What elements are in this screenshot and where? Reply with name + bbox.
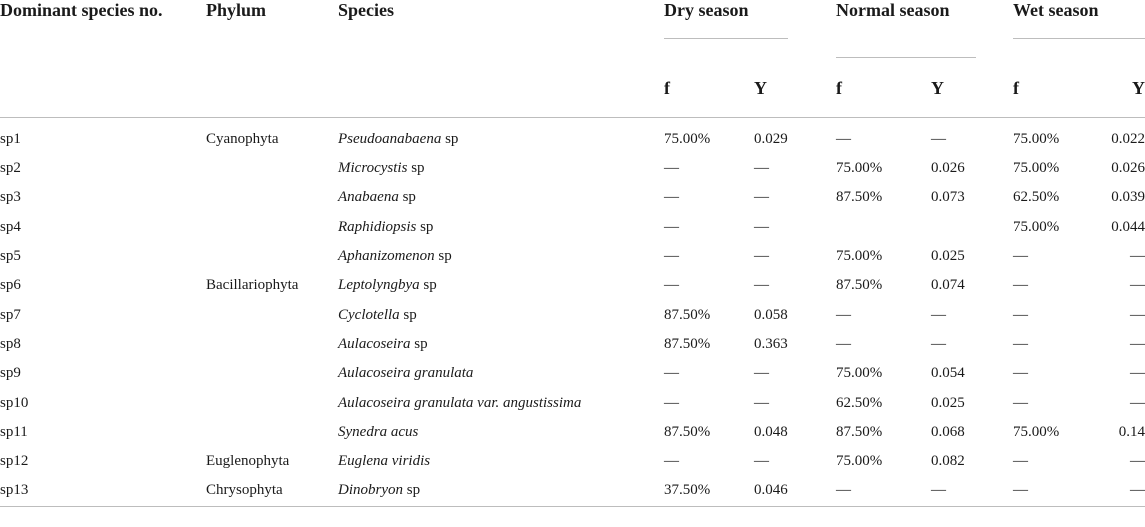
cell-phylum (206, 242, 338, 271)
cell-normal-f: — (836, 130, 851, 147)
cell-species-no: sp11 (0, 423, 28, 440)
table-row (0, 242, 1145, 271)
cell-dry-f: — (664, 365, 679, 382)
table-row (0, 154, 1145, 183)
species-genus: Euglena viridis (338, 453, 431, 470)
header-normal-y: Y (931, 78, 944, 98)
table-row (0, 118, 1145, 155)
cell-wet-y: — (1130, 482, 1145, 499)
cell-dry-f: — (664, 189, 679, 206)
header-phylum: Phylum (206, 0, 267, 20)
cell-wet-y: — (1130, 453, 1145, 470)
cell-species (338, 388, 664, 417)
cell-species (338, 330, 664, 359)
cell-wet-f: 62.50% (1013, 189, 1060, 206)
cell-wet-y: — (1130, 277, 1145, 294)
header-dry-f: f (664, 78, 670, 98)
cell-dry-f: — (664, 277, 679, 294)
cell-species (338, 476, 664, 506)
cell-wet-y: — (1130, 306, 1145, 323)
cell-wet-f: — (1013, 248, 1028, 265)
cell-phylum (206, 388, 338, 417)
cell-normal-y: 0.025 (931, 394, 965, 411)
cell-normal-y: — (931, 306, 946, 323)
cell-species-no: sp5 (0, 248, 21, 265)
cell-phylum: Euglenophyta (206, 453, 290, 470)
cell-normal-f: 87.50% (836, 189, 883, 206)
species-suffix: sp (416, 218, 434, 235)
header-row-primary (0, 0, 1145, 60)
header-wet-season: Wet season (1013, 0, 1145, 60)
header-spacer-1 (0, 60, 206, 118)
cell-dry-f: 87.50% (664, 306, 711, 323)
cell-species-no: sp10 (0, 394, 29, 411)
cell-wet-f: — (1013, 335, 1028, 352)
species-suffix: sp (398, 189, 416, 206)
table-row (0, 330, 1145, 359)
cell-species-no: sp9 (0, 365, 21, 382)
table-row (0, 388, 1145, 417)
cell-normal-f: 87.50% (836, 277, 883, 294)
cell-wet-f: — (1013, 482, 1028, 499)
cell-wet-y: — (1130, 365, 1145, 382)
cell-normal-f: — (836, 335, 851, 352)
cell-dry-f: — (664, 453, 679, 470)
cell-wet-y: — (1130, 335, 1145, 352)
cell-dry-y: 0.048 (754, 423, 788, 440)
cell-phylum (206, 359, 338, 388)
header-wet-y: Y (1132, 78, 1145, 98)
species-suffix: sp (410, 335, 428, 352)
header-normal-f: f (836, 78, 842, 98)
species-genus: Microcystis (338, 160, 408, 177)
species-genus: Raphidiopsis (338, 218, 417, 235)
header-spacer-3 (338, 60, 664, 118)
header-wet-f: f (1013, 78, 1019, 98)
cell-dry-y: — (754, 277, 769, 294)
cell-phylum (206, 300, 338, 329)
cell-dry-f: — (664, 394, 679, 411)
species-genus: Cyclotella (338, 306, 400, 323)
cell-normal-y: — (931, 130, 946, 147)
cell-species (338, 154, 664, 183)
cell-normal-f: — (836, 306, 851, 323)
cell-wet-f: 75.00% (1013, 423, 1060, 440)
cell-species (338, 447, 664, 476)
cell-species (338, 418, 664, 447)
cell-species (338, 118, 664, 155)
cell-dry-y: 0.058 (754, 306, 788, 323)
species-genus: Synedra acus (338, 423, 419, 440)
cell-normal-f: 75.00% (836, 453, 883, 470)
cell-species (338, 359, 664, 388)
header-spacer-2 (206, 60, 338, 118)
cell-phylum: Bacillariophyta (206, 277, 299, 294)
cell-dry-y: 0.046 (754, 482, 788, 499)
species-genus: Anabaena (338, 189, 399, 206)
cell-species (338, 300, 664, 329)
cell-species-no: sp12 (0, 453, 29, 470)
cell-species (338, 242, 664, 271)
cell-dry-f: — (664, 248, 679, 265)
cell-wet-y: 0.022 (1111, 130, 1145, 147)
species-genus: Leptolyngbya (338, 277, 420, 294)
cell-normal-f: 62.50% (836, 394, 883, 411)
cell-normal-f: 87.50% (836, 423, 883, 440)
cell-phylum: Chrysophyta (206, 482, 283, 499)
species-genus: Pseudoanabaena (338, 130, 442, 147)
species-genus: Aphanizomenon (338, 248, 435, 265)
cell-dry-y: — (754, 248, 769, 265)
cell-normal-y: 0.073 (931, 189, 965, 206)
cell-wet-f: — (1013, 277, 1028, 294)
cell-dry-f: 75.00% (664, 130, 711, 147)
species-suffix: sp (441, 130, 459, 147)
table-row (0, 418, 1145, 447)
header-dominant-species: Dominant species no. (0, 0, 163, 20)
header-dry-season: Dry season (664, 0, 836, 60)
cell-wet-y: 0.039 (1111, 189, 1145, 206)
table-row (0, 359, 1145, 388)
cell-wet-y: — (1130, 394, 1145, 411)
cell-normal-y (931, 213, 1013, 242)
cell-normal-y: 0.026 (931, 160, 965, 177)
cell-normal-f: 75.00% (836, 248, 883, 265)
cell-dry-y: — (754, 453, 769, 470)
cell-species-no: sp13 (0, 482, 29, 499)
cell-species-no: sp7 (0, 306, 21, 323)
species-genus: Aulacoseira (338, 335, 411, 352)
cell-species-no: sp2 (0, 160, 21, 177)
cell-phylum (206, 330, 338, 359)
table-row (0, 183, 1145, 212)
cell-species-no: sp1 (0, 130, 21, 147)
table-row (0, 476, 1145, 506)
cell-dry-f: 37.50% (664, 482, 711, 499)
cell-dry-y: — (754, 218, 769, 235)
species-suffix: sp (399, 306, 417, 323)
table-row (0, 271, 1145, 300)
species-genus: Aulacoseira granulata (338, 365, 474, 382)
cell-wet-y: 0.044 (1111, 218, 1145, 235)
cell-wet-y: — (1130, 248, 1145, 265)
header-row-secondary (0, 60, 1145, 118)
cell-species (338, 213, 664, 242)
cell-dry-f: — (664, 218, 679, 235)
cell-normal-f (836, 213, 931, 242)
species-suffix: sp (403, 482, 421, 499)
cell-phylum (206, 213, 338, 242)
cell-species-no: sp8 (0, 335, 21, 352)
header-species: Species (338, 0, 394, 20)
cell-normal-y: 0.082 (931, 453, 965, 470)
cell-normal-y: 0.068 (931, 423, 965, 440)
cell-dry-y: — (754, 394, 769, 411)
cell-species-no: sp6 (0, 277, 21, 294)
species-suffix: sp (407, 160, 425, 177)
cell-wet-f: 75.00% (1013, 218, 1060, 235)
cell-phylum (206, 418, 338, 447)
cell-dry-y: — (754, 160, 769, 177)
cell-species-no: sp3 (0, 189, 21, 206)
cell-wet-y: 0.026 (1111, 160, 1145, 177)
cell-phylum (206, 154, 338, 183)
cell-normal-y: 0.074 (931, 277, 965, 294)
cell-species (338, 271, 664, 300)
cell-dry-y: — (754, 365, 769, 382)
cell-phylum: Cyanophyta (206, 130, 279, 147)
cell-wet-f: — (1013, 365, 1028, 382)
table-body (0, 118, 1145, 507)
table-row (0, 300, 1145, 329)
cell-normal-f: 75.00% (836, 160, 883, 177)
cell-wet-f: — (1013, 306, 1028, 323)
cell-normal-f: — (836, 482, 851, 499)
cell-dry-f: 87.50% (664, 335, 711, 352)
cell-normal-y: — (931, 482, 946, 499)
cell-dry-f: 87.50% (664, 423, 711, 440)
cell-wet-f: — (1013, 394, 1028, 411)
cell-normal-y: — (931, 335, 946, 352)
cell-dry-y: 0.029 (754, 130, 788, 147)
cell-dry-f: — (664, 160, 679, 177)
species-suffix: sp (434, 248, 452, 265)
cell-wet-y: 0.14 (1118, 423, 1145, 440)
table-row (0, 447, 1145, 476)
cell-dry-y: 0.363 (754, 335, 788, 352)
table-row (0, 213, 1145, 242)
species-genus: Dinobryon (338, 482, 403, 499)
cell-normal-f: 75.00% (836, 365, 883, 382)
cell-wet-f: 75.00% (1013, 160, 1060, 177)
cell-phylum (206, 183, 338, 212)
header-normal-season: Normal season (836, 0, 1013, 60)
cell-wet-f: 75.00% (1013, 130, 1060, 147)
cell-normal-y: 0.054 (931, 365, 965, 382)
cell-species (338, 183, 664, 212)
species-genus: Aulacoseira granulata var. angustissima (338, 394, 582, 411)
cell-wet-f: — (1013, 453, 1028, 470)
cell-dry-y: — (754, 189, 769, 206)
cell-normal-y: 0.025 (931, 248, 965, 265)
header-dry-y: Y (754, 78, 767, 98)
species-suffix: sp (419, 277, 437, 294)
cell-species-no: sp4 (0, 218, 21, 235)
